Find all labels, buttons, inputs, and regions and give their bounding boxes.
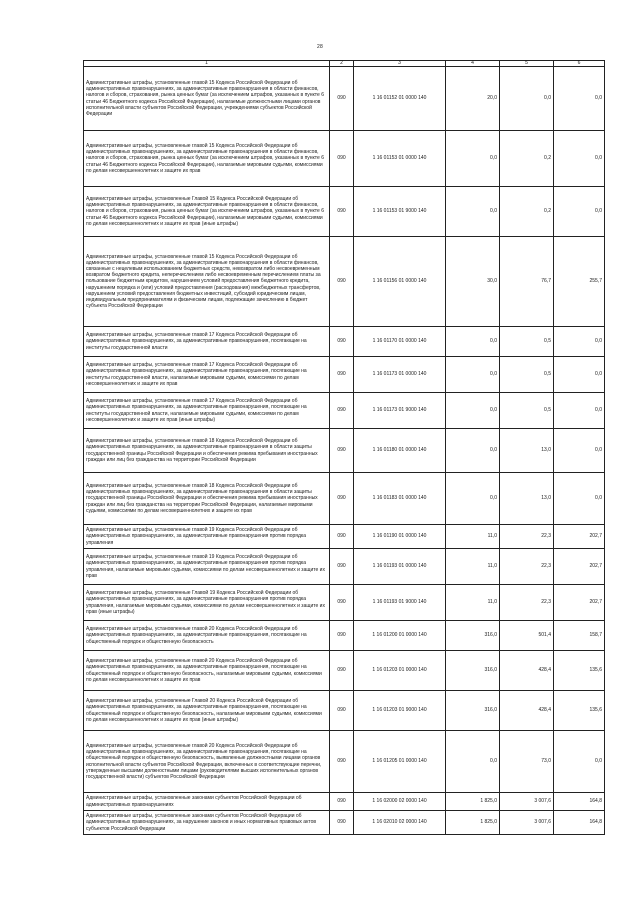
- row-value-col6: 0,0: [554, 187, 605, 237]
- row-value-col5: 22,3: [500, 525, 554, 549]
- column-header-4: 4: [446, 61, 500, 67]
- table-row: [84, 131, 605, 187]
- row-value-col5: 0,5: [500, 393, 554, 429]
- page-number: 28: [317, 44, 323, 50]
- row-revenue-code: 1 16 01153 01 0000 140: [354, 131, 446, 187]
- row-value-col6: 202,7: [554, 549, 605, 585]
- row-admin-code: 090: [330, 731, 354, 793]
- row-description: Административные штрафы, установленные главой 17 Кодекса Российской Федерации об административных правонарушениях, за административные правонарушения, посягающие на институты государственной власти, налагаемые мировыми судьями, комиссиями по делам несовершеннолетних и защите их прав: [84, 357, 330, 393]
- row-admin-code: 090: [330, 549, 354, 585]
- row-value-col4: 0,0: [446, 131, 500, 187]
- row-value-col5: 0,0: [500, 67, 554, 131]
- row-description: Административные штрафы, установленные главой 15 Кодекса Российской Федерации об административных правонарушениях, за административные правонарушения в области финансов, налогов и сборов, страхования, рынка ценных бумаг (за исключением штрафов, указанных в пункте 6 статьи 46 Бюджетного кодекса Российской Федерации), налагаемые должностными лицами органов исполнительной власти субъектов Российской Федерации, учреждениями субъектов Российской Федерации: [84, 67, 330, 131]
- row-value-col5: 0,5: [500, 357, 554, 393]
- row-value-col6: 0,0: [554, 731, 605, 793]
- table-row: [84, 473, 605, 525]
- row-value-col5: 3 007,6: [500, 811, 554, 835]
- row-admin-code: 090: [330, 131, 354, 187]
- row-value-col6: 202,7: [554, 585, 605, 621]
- row-revenue-code: 1 16 01173 01 0000 140: [354, 357, 446, 393]
- row-admin-code: 090: [330, 691, 354, 731]
- row-admin-code: 090: [330, 429, 354, 473]
- column-header-1: 1: [84, 61, 330, 67]
- row-value-col5: 428,4: [500, 691, 554, 731]
- row-description: Административные штрафы, установленные Главой 15 Кодекса Российской Федерации об административных правонарушениях, за административные правонарушения в области финансов, налогов и сборов, страхования, рынка ценных бумаг (за исключением штрафов, указанных в пункте 6 статьи 46 Бюджетного кодекса Российской Федерации), налагаемые мировыми судьями, комиссиями по делам несовершеннолетних и защите их прав (иные штрафы): [84, 187, 330, 237]
- table-row: [84, 237, 605, 327]
- row-description: Административные штрафы, установленные главой 19 Кодекса Российской Федерации об административных правонарушениях, за административные правонарушения против порядка управления: [84, 525, 330, 549]
- row-value-col6: 0,0: [554, 393, 605, 429]
- row-description: Административные штрафы, установленные законами субъектов Российской Федерации об административных правонарушениях: [84, 793, 330, 811]
- row-value-col4: 0,0: [446, 327, 500, 357]
- table-row: [84, 651, 605, 691]
- row-value-col6: 202,7: [554, 525, 605, 549]
- row-revenue-code: 1 16 01173 01 9000 140: [354, 393, 446, 429]
- row-admin-code: 090: [330, 327, 354, 357]
- row-value-col6: 255,7: [554, 237, 605, 327]
- row-admin-code: 090: [330, 811, 354, 835]
- row-admin-code: 090: [330, 393, 354, 429]
- row-admin-code: 090: [330, 237, 354, 327]
- row-admin-code: 090: [330, 67, 354, 131]
- row-revenue-code: 1 16 01203 01 9000 140: [354, 691, 446, 731]
- row-value-col4: 0,0: [446, 429, 500, 473]
- row-revenue-code: 1 16 01183 01 0000 140: [354, 473, 446, 525]
- row-description: Административные штрафы, установленные главой 15 Кодекса Российской Федерации об административных правонарушениях, за административные правонарушения в области финансов, налогов и сборов, страхования, рынка ценных бумаг (за исключением штрафов, указанных в пункте 6 статьи 46 Бюджетного кодекса Российской Федерации), налагаемые мировыми судьями, комиссиями по делам несовершеннолетних и защите их прав: [84, 131, 330, 187]
- row-value-col6: 0,0: [554, 473, 605, 525]
- row-value-col6: 135,6: [554, 651, 605, 691]
- row-value-col4: 0,0: [446, 473, 500, 525]
- row-admin-code: 090: [330, 793, 354, 811]
- table-row: [84, 811, 605, 835]
- table-row: [84, 429, 605, 473]
- row-value-col6: 135,6: [554, 691, 605, 731]
- row-revenue-code: 1 16 02000 02 0000 140: [354, 793, 446, 811]
- row-value-col4: 0,0: [446, 357, 500, 393]
- table-row: [84, 327, 605, 357]
- row-value-col4: 20,0: [446, 67, 500, 131]
- row-description: Административные штрафы, установленные главой 18 Кодекса Российской Федерации об административных правонарушениях, за административные правонарушения в области защиты государственной границы Российской Федерации и обеспечения режима пребывания иностранных граждан или лиц без гражданства на территории Российской Федерации, налагаемые мировыми судьями, комиссиями по делам несовершеннолетних и защите их прав: [84, 473, 330, 525]
- row-value-col5: 0,2: [500, 131, 554, 187]
- row-revenue-code: 1 16 01193 01 0000 140: [354, 549, 446, 585]
- row-value-col4: 11,0: [446, 585, 500, 621]
- row-revenue-code: 1 16 01200 01 0000 140: [354, 621, 446, 651]
- row-description: Административные штрафы, установленные главой 17 Кодекса Российской Федерации об административных правонарушениях, за административные правонарушения, посягающие на институты государственной власти, налагаемые мировыми судьями, комиссиями по делам несовершеннолетних и защите их прав (иные штрафы): [84, 393, 330, 429]
- column-header-5: 5: [500, 61, 554, 67]
- row-admin-code: 090: [330, 525, 354, 549]
- row-value-col6: 164,8: [554, 793, 605, 811]
- row-description: Административные штрафы, установленные главой 18 Кодекса Российской Федерации об административных правонарушениях, за административные правонарушения в области защиты государственной границы Российской Федерации и обеспечения режима пребывания иностранных граждан или лиц без гражданства на территории Российской Федерации: [84, 429, 330, 473]
- row-description: Административные штрафы, установленные главой 17 Кодекса Российской Федерации об административных правонарушениях, за административные правонарушения, посягающие на институты государственной власти: [84, 327, 330, 357]
- row-description: Административные штрафы, установленные Главой 20 Кодекса Российской Федерации об административных правонарушениях, за административные правонарушения, посягающие на общественный порядок и общественную безопасность, налагаемые мировыми судьями, комиссиями по делам несовершеннолетних и защите их прав (иные штрафы): [84, 691, 330, 731]
- row-admin-code: 090: [330, 473, 354, 525]
- row-revenue-code: 1 16 01170 01 0000 140: [354, 327, 446, 357]
- row-admin-code: 090: [330, 357, 354, 393]
- table-row: [84, 67, 605, 131]
- column-header-3: 3: [354, 61, 446, 67]
- row-value-col5: 22,3: [500, 585, 554, 621]
- row-value-col4: 0,0: [446, 731, 500, 793]
- column-header-2: 2: [330, 61, 354, 67]
- table-row: [84, 187, 605, 237]
- table-row: [84, 731, 605, 793]
- row-value-col5: 3 007,6: [500, 793, 554, 811]
- table-row: [84, 793, 605, 811]
- row-description: Административные штрафы, установленные Главой 19 Кодекса Российской Федерации об административных правонарушениях, за административные правонарушения против порядка управления, налагаемые мировыми судьями, комиссиями по делам несовершеннолетних и защите их прав (иные штрафы): [84, 585, 330, 621]
- row-revenue-code: 1 16 01205 01 0000 140: [354, 731, 446, 793]
- table-body: [84, 67, 605, 835]
- revenue-table: [83, 60, 605, 835]
- row-admin-code: 090: [330, 187, 354, 237]
- row-revenue-code: 1 16 01153 01 9000 140: [354, 187, 446, 237]
- row-value-col6: 0,0: [554, 67, 605, 131]
- row-value-col4: 0,0: [446, 393, 500, 429]
- row-value-col5: 0,2: [500, 187, 554, 237]
- row-value-col6: 164,8: [554, 811, 605, 835]
- row-value-col4: 0,0: [446, 187, 500, 237]
- row-value-col6: 0,0: [554, 327, 605, 357]
- row-value-col4: 316,0: [446, 621, 500, 651]
- row-value-col4: 316,0: [446, 651, 500, 691]
- row-value-col5: 13,0: [500, 473, 554, 525]
- row-description: Административные штрафы, установленные главой 15 Кодекса Российской Федерации об административных правонарушениях, за административные правонарушения в области финансов, связанные с нецелевым использованием бюджетных средств, невозвратом либо несвоевременным возвратом бюджетного кредита, неперечислением либо несвоевременным перечислением платы за пользование бюджетным кредитом, нарушением условий предоставления бюджетного кредита, нарушением порядка и (или) условий предоставления (расходования) межбюджетных трансфертов, нарушением условий предоставления бюджетных инвестиций, субсидий юридическим лицам, индивидуальным предпринимателям и физическим лицам, подлежащие зачислению в бюджет субъекта Российской Федерации: [84, 237, 330, 327]
- row-value-col6: 158,7: [554, 621, 605, 651]
- row-description: Административные штрафы, установленные законами субъектов Российской Федерации об административных правонарушениях, за нарушение законов и иных нормативных правовых актов субъектов Российской Федерации: [84, 811, 330, 835]
- row-revenue-code: 1 16 01193 01 9000 140: [354, 585, 446, 621]
- table-row: [84, 549, 605, 585]
- table-row: [84, 621, 605, 651]
- row-value-col4: 11,0: [446, 549, 500, 585]
- row-value-col5: 501,4: [500, 621, 554, 651]
- table-row: [84, 525, 605, 549]
- row-value-col5: 0,5: [500, 327, 554, 357]
- row-revenue-code: 1 16 01190 01 0000 140: [354, 525, 446, 549]
- row-revenue-code: 1 16 02010 02 0000 140: [354, 811, 446, 835]
- row-value-col5: 13,0: [500, 429, 554, 473]
- row-value-col5: 76,7: [500, 237, 554, 327]
- row-admin-code: 090: [330, 585, 354, 621]
- table-row: [84, 585, 605, 621]
- row-value-col6: 0,0: [554, 131, 605, 187]
- row-value-col4: 316,0: [446, 691, 500, 731]
- row-revenue-code: 1 16 01156 01 0000 140: [354, 237, 446, 327]
- row-admin-code: 090: [330, 651, 354, 691]
- row-value-col4: 1 825,0: [446, 811, 500, 835]
- column-header-6: 6: [554, 61, 605, 67]
- table-row: [84, 357, 605, 393]
- row-revenue-code: 1 16 01203 01 0000 140: [354, 651, 446, 691]
- row-admin-code: 090: [330, 621, 354, 651]
- row-description: Административные штрафы, установленные главой 19 Кодекса Российской Федерации об административных правонарушениях, за административные правонарушения против порядка управления, налагаемые мировыми судьями, комиссиями по делам несовершеннолетних и защите их прав: [84, 549, 330, 585]
- row-revenue-code: 1 16 01180 01 0000 140: [354, 429, 446, 473]
- row-value-col4: 11,0: [446, 525, 500, 549]
- table-row: [84, 691, 605, 731]
- row-value-col4: 1 825,0: [446, 793, 500, 811]
- row-value-col5: 428,4: [500, 651, 554, 691]
- row-value-col4: 30,0: [446, 237, 500, 327]
- row-value-col6: 0,0: [554, 429, 605, 473]
- row-description: Административные штрафы, установленные главой 20 Кодекса Российской Федерации об административных правонарушениях, за административные правонарушения, посягающие на общественный порядок и общественную безопасность, выявленные должностными лицами органов исполнительной власти субъектов Российской Федерации, включенных в соответствующие перечни, утвержденные высшими должностными лицами (руководителями высших исполнительных органов государственной власти) субъектов Российской Федерации: [84, 731, 330, 793]
- row-value-col6: 0,0: [554, 357, 605, 393]
- table-row: [84, 393, 605, 429]
- row-revenue-code: 1 16 01152 01 0000 140: [354, 67, 446, 131]
- row-value-col5: 22,3: [500, 549, 554, 585]
- row-value-col5: 73,0: [500, 731, 554, 793]
- row-description: Административные штрафы, установленные главой 20 Кодекса Российской Федерации об административных правонарушениях, за административные правонарушения, посягающие на общественный порядок и общественную безопасность, налагаемые мировыми судьями, комиссиями по делам несовершеннолетних и защите их прав: [84, 651, 330, 691]
- row-description: Административные штрафы, установленные главой 20 Кодекса Российской Федерации об административных правонарушениях, за административные правонарушения, посягающие на общественный порядок и общественную безопасность: [84, 621, 330, 651]
